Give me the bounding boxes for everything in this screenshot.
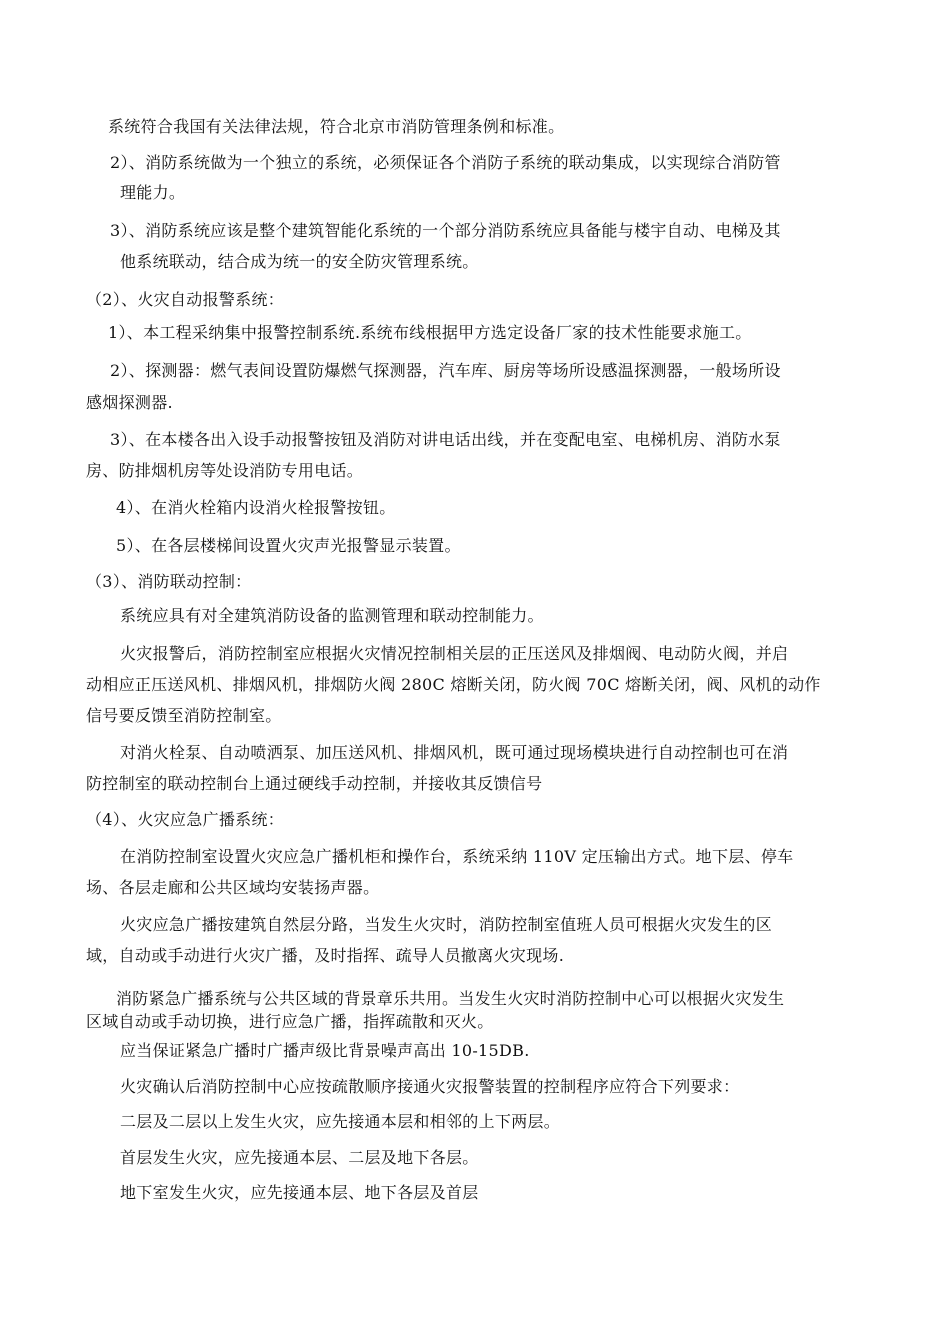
paragraph-line: 区域自动或手动切换，进行应急广播，指挥疏散和灭火。 (86, 1012, 494, 1031)
paragraph-line: 动相应正压送风机、排烟风机，排烟防火阀 280C 熔断关闭，防火阀 70C 熔断关闭，阀、风机的动作 (86, 675, 821, 694)
paragraph-line: 域，自动或手动进行火灾广播，及时指挥、疏导人员撤离火灾现场. (86, 946, 565, 965)
paragraph-line: 3）、消防系统应该是整个建筑智能化系统的一个部分消防系统应具备能与楼宇自动、电梯及其 (110, 221, 781, 240)
paragraph-line: 房、防排烟机房等处设消防专用电话。 (86, 461, 364, 480)
paragraph-line: 4）、在消火栓箱内设消火栓报警按钮。 (116, 498, 396, 517)
paragraph-line: 消防紧急广播系统与公共区域的背景章乐共用。当发生火灾时消防控制中心可以根据火灾发生 (116, 989, 785, 1008)
section-heading: （2）、火灾自动报警系统： (86, 290, 285, 309)
section-heading: （3）、消防联动控制： (86, 572, 252, 591)
paragraph-line: 场、各层走廊和公共区域均安装扬声器。 (86, 878, 380, 897)
paragraph-line: 首层发生火灾，应先接通本层、二层及地下各层。 (120, 1148, 479, 1167)
paragraph-line: 2）、消防系统做为一个独立的系统，必须保证各个消防子系统的联动集成，以实现综合消防管 (110, 153, 781, 172)
paragraph-line: 系统应具有对全建筑消防设备的监测管理和联动控制能力。 (120, 606, 544, 625)
section-heading: （4）、火灾应急广播系统： (86, 810, 285, 829)
paragraph-line: 火灾报警后，消防控制室应根据火灾情况控制相关层的正压送风及排烟阀、电动防火阀，并启 (120, 644, 789, 663)
paragraph-line: 他系统联动，结合成为统一的安全防灾管理系统。 (120, 252, 479, 271)
paragraph-line: 应当保证紧急广播时广播声级比背景噪声高出 10-15DB. (120, 1041, 530, 1060)
paragraph-line: 1）、本工程采纳集中报警控制系统.系统布线根据甲方选定设备厂家的技术性能要求施工。 (108, 323, 752, 342)
paragraph-line: 对消火栓泵、自动喷洒泵、加压送风机、排烟风机，既可通过现场模块进行自动控制也可在消 (120, 743, 789, 762)
paragraph-line: 防控制室的联动控制台上通过硬线手动控制，并接收其反馈信号 (86, 774, 543, 793)
paragraph-line: 信号要反馈至消防控制室。 (86, 706, 282, 725)
paragraph-line: 地下室发生火灾，应先接通本层、地下各层及首层 (120, 1183, 479, 1202)
paragraph-line: 3）、在本楼各出入设手动报警按钮及消防对讲电话出线，并在变配电室、电梯机房、消防水泵 (110, 430, 781, 449)
paragraph-line: 感烟探测器. (86, 393, 173, 412)
paragraph-line: 二层及二层以上发生火灾，应先接通本层和相邻的上下两层。 (120, 1112, 561, 1131)
paragraph-line: 理能力。 (120, 183, 186, 202)
paragraph-line: 系统符合我国有关法律法规，符合北京市消防管理条例和标准。 (108, 117, 565, 136)
paragraph-line: 火灾应急广播按建筑自然层分路，当发生火灾时，消防控制室值班人员可根据火灾发生的区 (120, 915, 773, 934)
paragraph-line: 在消防控制室设置火灾应急广播机柜和操作台，系统采纳 110V 定压输出方式。地下层、停车 (120, 847, 794, 866)
paragraph-line: 2）、探测器：燃气表间设置防爆燃气探测器，汽车库、厨房等场所设感温探测器，一般场所设 (110, 361, 781, 380)
paragraph-line: 5）、在各层楼梯间设置火灾声光报警显示装置。 (116, 536, 461, 555)
paragraph-line: 火灾确认后消防控制中心应按疏散顺序接通火灾报警装置的控制程序应符合下列要求： (120, 1077, 740, 1096)
